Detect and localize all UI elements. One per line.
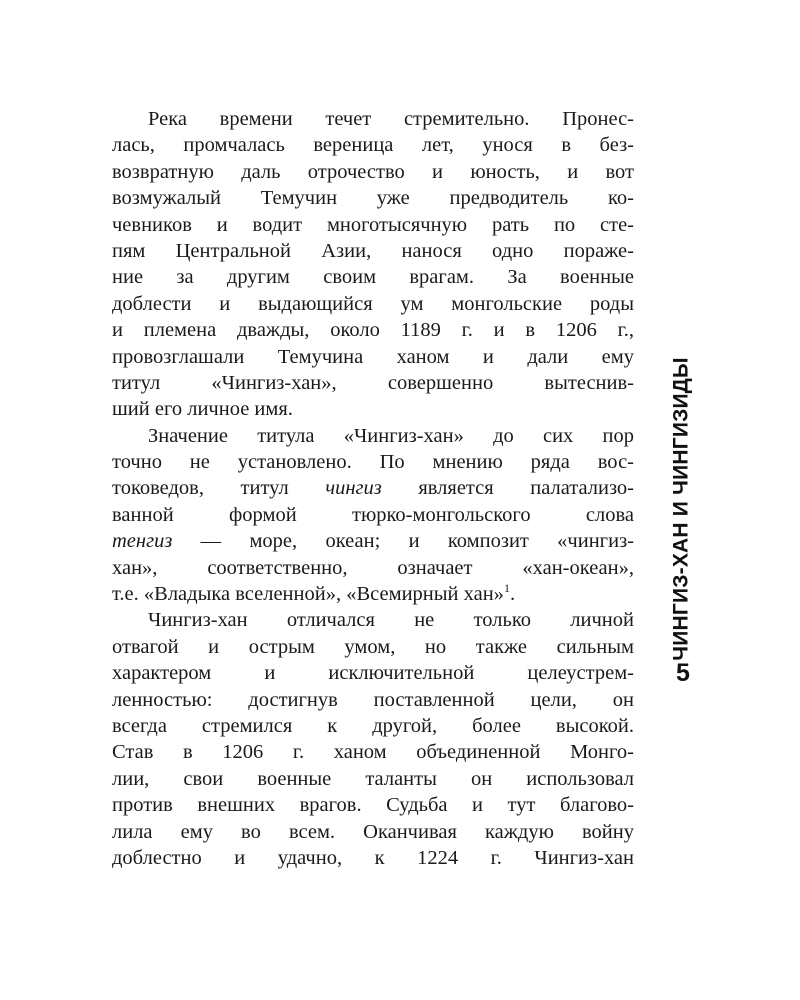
- text-line: доблестно и удачно, к 1224 г. Чингиз-хан: [112, 846, 634, 869]
- text-line: доблести и выдающийся ум монгольские роды: [112, 292, 634, 315]
- text-line: [112, 528, 634, 554]
- text-line: ванной формой тюрко-монгольского слова: [112, 503, 634, 526]
- text-line: пям Центральной Азии, нанося одно пораже-: [112, 239, 634, 262]
- text-line: [112, 581, 634, 607]
- text-line: лии, свои военные таланты он использовал: [112, 767, 634, 790]
- text-line: [112, 475, 634, 501]
- text-line: ший его личное имя.: [112, 398, 293, 421]
- text-line: Став в 1206 г. ханом объединенной Монго-: [112, 741, 634, 764]
- text-line: точно не установлено. По мнению ряда вос-: [112, 451, 634, 474]
- running-head-text: ЧИНГИЗ-ХАН И ЧИНГИЗИДЫ: [670, 357, 694, 661]
- paragraph-3: [112, 607, 634, 871]
- text-line: лась, промчалась вереница лет, унося в без-: [112, 134, 634, 157]
- text-line: Чингиз-хан отличался не только личной: [148, 609, 634, 632]
- paragraph-2: [112, 423, 634, 608]
- paragraph-1: [112, 106, 634, 423]
- text-line: провозглашали Темучина ханом и дали ему: [112, 345, 634, 368]
- text-line: лила ему во всем. Оканчивая каждую войну: [112, 820, 634, 843]
- footnote-marker[interactable]: 1: [503, 581, 510, 596]
- text-line: против внешних врагов. Судьба и тут благово-: [112, 794, 634, 817]
- text-segment: .: [509, 583, 516, 606]
- text-line: Значение титула «Чингиз-хан» до сих пор: [148, 424, 634, 447]
- text-line: ние за другим своим врагам. За военные: [112, 266, 634, 289]
- text-line: чевников и водит многотысячную рать по сте-: [112, 213, 634, 236]
- text-segment: — море, океан; и композит «чингиз-: [200, 530, 634, 553]
- running-head: [654, 357, 710, 661]
- text-line: Река времени течет стремительно. Пронес-: [148, 108, 634, 130]
- text-line: отвагой и острым умом, но также сильным: [112, 635, 634, 658]
- text-line: характером и исключительной целеустрем-: [112, 662, 634, 685]
- text-line: титул «Чингиз-хан», совершенно вытеснив-: [112, 371, 634, 394]
- text-line: хан», соответственно, означает «хан-океан»,: [112, 556, 634, 579]
- text-line: и племена дважды, около 1189 г. и в 1206 г.,: [112, 319, 634, 342]
- text-line: возмужалый Темучин уже предводитель ко-: [112, 187, 634, 210]
- page-number: 5: [676, 659, 690, 687]
- text-segment: токоведов, титул: [112, 477, 289, 500]
- italic-term: чингиз: [325, 477, 382, 500]
- italic-term: тенгиз: [112, 530, 173, 553]
- text-segment: т.е. «Владыка вселенной», «Всемирный хан»: [112, 583, 504, 606]
- text-line: всегда стремился к другой, более высокой.: [112, 714, 634, 737]
- body-text: [112, 106, 634, 871]
- text-line: ленностью: достигнув поставленной цели, он: [112, 688, 634, 711]
- text-segment: является палатализо-: [418, 477, 635, 500]
- text-line: возвратную даль отрочество и юность, и вот: [112, 160, 634, 183]
